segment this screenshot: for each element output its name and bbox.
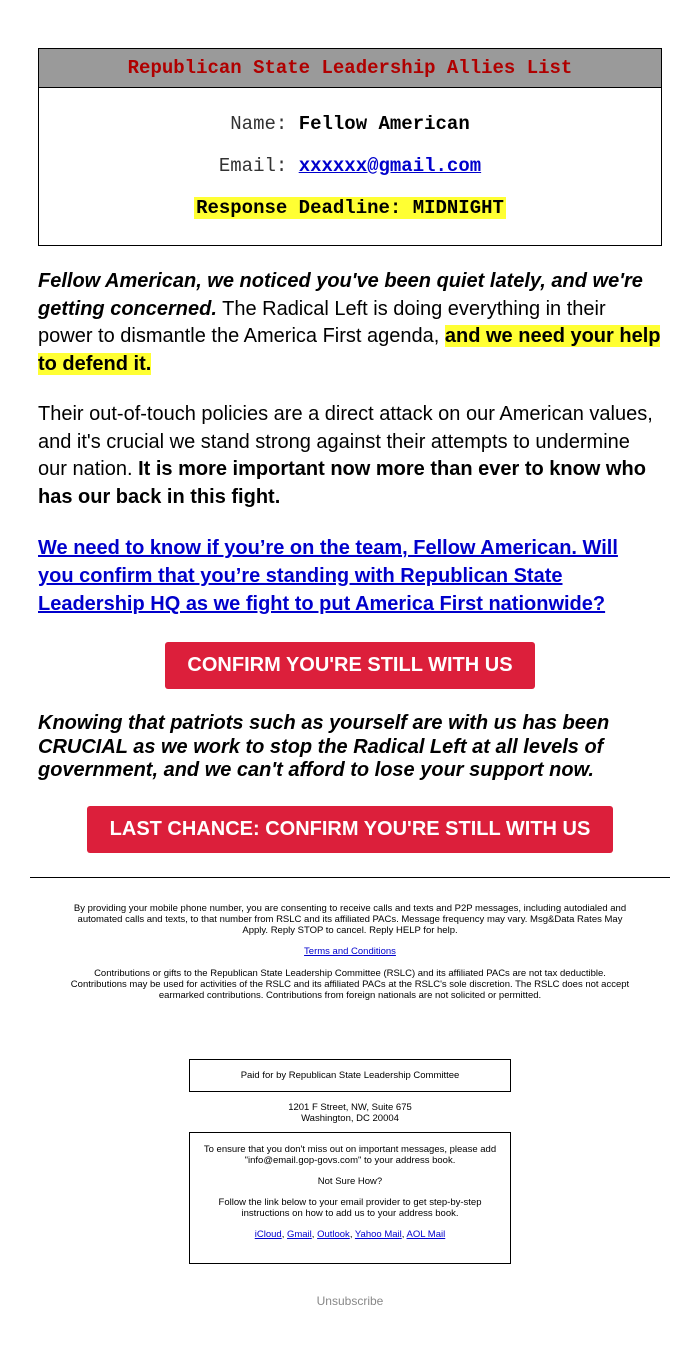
confirm-team-link[interactable]: We need to know if you’re on the team, Fellow American. Will you confirm that you’re standing with Republican State Leadership HQ as we fight to put America First nationwide?	[38, 537, 618, 615]
p3-crucial	[38, 736, 128, 758]
paragraph-2	[38, 401, 662, 511]
sms-disclaimer: By providing your mobile phone number, you are consenting to receive calls and texts and P2P messages, including autodialed and automated calls and texts, to that number from RSLC and its affiliated PACs. Message frequency may vary. Msg&Data Rates May Apply. Reply STOP to cancel. Reply HELP for help.	[73, 903, 627, 936]
address-line-2: Washington, DC 20004	[301, 1113, 399, 1124]
unsubscribe-link[interactable]: Unsubscribe	[316, 1294, 384, 1308]
email-label: Email:	[218, 155, 288, 177]
p3-text-b: as we work to stop the Radical Left at all levels of government, and we can't afford to lose your support now.	[38, 735, 604, 781]
not-sure-text: Not Sure How?	[317, 1176, 383, 1187]
allies-list-box	[38, 48, 662, 246]
address-book-box	[189, 1132, 511, 1264]
p3-crucial-word: CRUCIAL	[38, 735, 128, 758]
provider-links: iCloud, Gmail, Outlook, Yahoo Mail, AOL Mail	[254, 1229, 446, 1240]
address-line-1: 1201 F Street, NW, Suite 675	[288, 1102, 412, 1113]
p2-text: Their out-of-touch policies are a direct attack on our American values, and it's crucial we stand strong against their attempts to undermine our nation.	[38, 403, 653, 480]
provider-link-gmail[interactable]: Gmail	[286, 1229, 312, 1240]
paid-for-text: Paid for by Republican State Leadership Committee	[240, 1070, 460, 1081]
address-book-text: To ensure that you don't miss out on important messages, please add "info@email.gop-govs.com" to your address book.	[203, 1144, 497, 1166]
email-row	[39, 155, 661, 177]
contribution-disclaimer: Contributions or gifts to the Republican State Leadership Committee (RSLC) and its affiliated PACs are not tax deductible. Contributions may be used for activities of the RSLC and its affiliated PACs at the RSLC's sole discretion. The RSLC does not accept earmarked contributions. Contributions from foreign nationals are not solicited or permitted.	[70, 968, 630, 1001]
allies-list-title: Republican State Leadership Allies List	[39, 49, 661, 88]
provider-link-icloud[interactable]: iCloud	[254, 1229, 282, 1240]
terms-link[interactable]: Terms and Conditions	[304, 946, 396, 957]
deadline-row	[39, 197, 661, 219]
provider-link-yahoo[interactable]: Yahoo Mail	[354, 1229, 402, 1240]
paragraph-3	[38, 712, 662, 783]
confirm-link-paragraph	[38, 534, 638, 618]
paid-for-box	[189, 1059, 511, 1092]
terms-row	[70, 946, 630, 957]
name-value: Fellow American	[298, 113, 470, 135]
provider-link-aol[interactable]: AOL Mail	[406, 1229, 446, 1240]
p3-text-a: Knowing that patriots such as yourself are with us has been	[38, 712, 610, 734]
provider-link-outlook[interactable]: Outlook	[317, 1229, 350, 1240]
name-row	[39, 113, 661, 135]
last-chance-confirm-button[interactable]: LAST CHANCE: CONFIRM YOU'RE STILL WITH US	[87, 806, 613, 853]
name-label: Name:	[230, 113, 288, 135]
email-link[interactable]: xxxxxx@gmail.com	[298, 155, 482, 177]
footer-divider	[30, 877, 670, 878]
p1-lead: Fellow American, we noticed you've been quiet lately, and we're getting concerned.	[38, 270, 643, 320]
p1-text: The Radical Left is doing everything in their power to dismantle the America First agenda,	[38, 297, 606, 347]
p1-highlight: and we need your help to defend it.	[38, 325, 661, 375]
response-deadline: Response Deadline: MIDNIGHT	[196, 197, 504, 219]
mailing-address	[70, 1102, 630, 1124]
follow-link-text: Follow the link below to your email provider to get step-by-step instructions on how to add us to your address book.	[218, 1197, 482, 1219]
p2-bold: It is more important now more than ever to know who has our back in this fight.	[38, 458, 646, 508]
paragraph-1	[38, 268, 662, 378]
confirm-still-with-us-button[interactable]: CONFIRM YOU'RE STILL WITH US	[165, 642, 535, 689]
